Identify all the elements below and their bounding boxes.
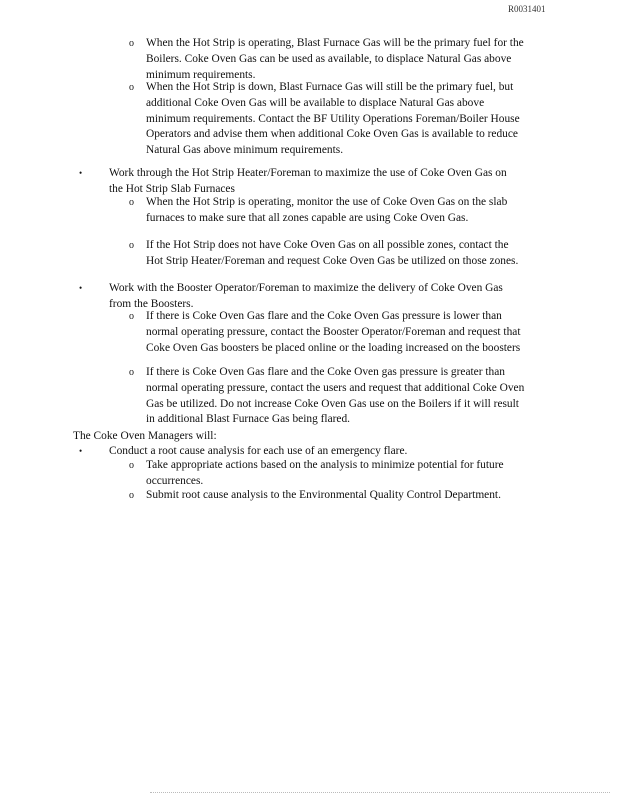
list-item-text: Take appropriate actions based on the analysis to minimize potential for future occurrences. <box>146 459 504 487</box>
sub-bullet-marker: o <box>129 82 134 93</box>
sub-bullet-marker: o <box>129 490 134 501</box>
sub-bullet-marker: o <box>129 460 134 471</box>
sub-bullet-marker: o <box>129 38 134 49</box>
list-item-text: When the Hot Strip is operating, monitor the use of Coke Oven Gas on the slab furnaces to make sure that all zones capable are using Coke Oven Gas. <box>146 196 508 224</box>
sub-bullet-marker: o <box>129 311 134 322</box>
list-item-text: If there is Coke Oven Gas flare and the Coke Oven gas pressure is greater than normal operating pressure, contact the users and request that additional Coke Oven Gas be utilized. Do not increase Coke Oven Gas use on the Boilers if it will result in additional Blast Furnace Gas being flared. <box>146 366 525 426</box>
list-item-text: When the Hot Strip is down, Blast Furnace Gas will still be the primary fuel, but additional Coke Oven Gas will be available to displace Natural Gas above minimum requirements. Contact the BF Utility Operations Foreman/Boiler House Operators and advise them when additional Coke Oven Gas is available to reduce Natural Gas above minimum requirements. <box>146 81 520 157</box>
bullet-marker: • <box>79 283 83 293</box>
bullet-marker: • <box>79 446 83 456</box>
sub-bullet-marker: o <box>129 367 134 378</box>
sub-bullet-marker: o <box>129 197 134 208</box>
sub-bullet-marker: o <box>129 240 134 251</box>
list-item-text: Conduct a root cause analysis for each use of an emergency flare. <box>109 445 408 457</box>
page-id: R0031401 <box>508 4 546 14</box>
list-item-text: Work with the Booster Operator/Foreman to maximize the delivery of Coke Oven Gas from the Boosters. <box>109 282 503 310</box>
list-item-text: If there is Coke Oven Gas flare and the Coke Oven Gas pressure is lower than normal operating pressure, contact the Booster Operator/Foreman and request that Coke Oven Gas boosters be placed online or the loading increased on the boosters <box>146 310 521 354</box>
list-item-text: Submit root cause analysis to the Environmental Quality Control Department. <box>146 489 501 501</box>
list-item-text: If the Hot Strip does not have Coke Oven Gas on all possible zones, contact the Hot Strip Heater/Foreman and request Coke Oven Gas be utilized on those zones. <box>146 239 519 267</box>
scan-artifact-line <box>150 792 610 794</box>
section-heading: The Coke Oven Managers will: <box>73 430 217 442</box>
list-item-text: When the Hot Strip is operating, Blast Furnace Gas will be the primary fuel for the Boilers. Coke Oven Gas can be used as available, to displace Natural Gas above minimum requirements. <box>146 37 524 81</box>
bullet-marker: • <box>79 168 83 178</box>
list-item-text: Work through the Hot Strip Heater/Foreman to maximize the use of Coke Oven Gas on the Hot Strip Slab Furnaces <box>109 167 507 195</box>
